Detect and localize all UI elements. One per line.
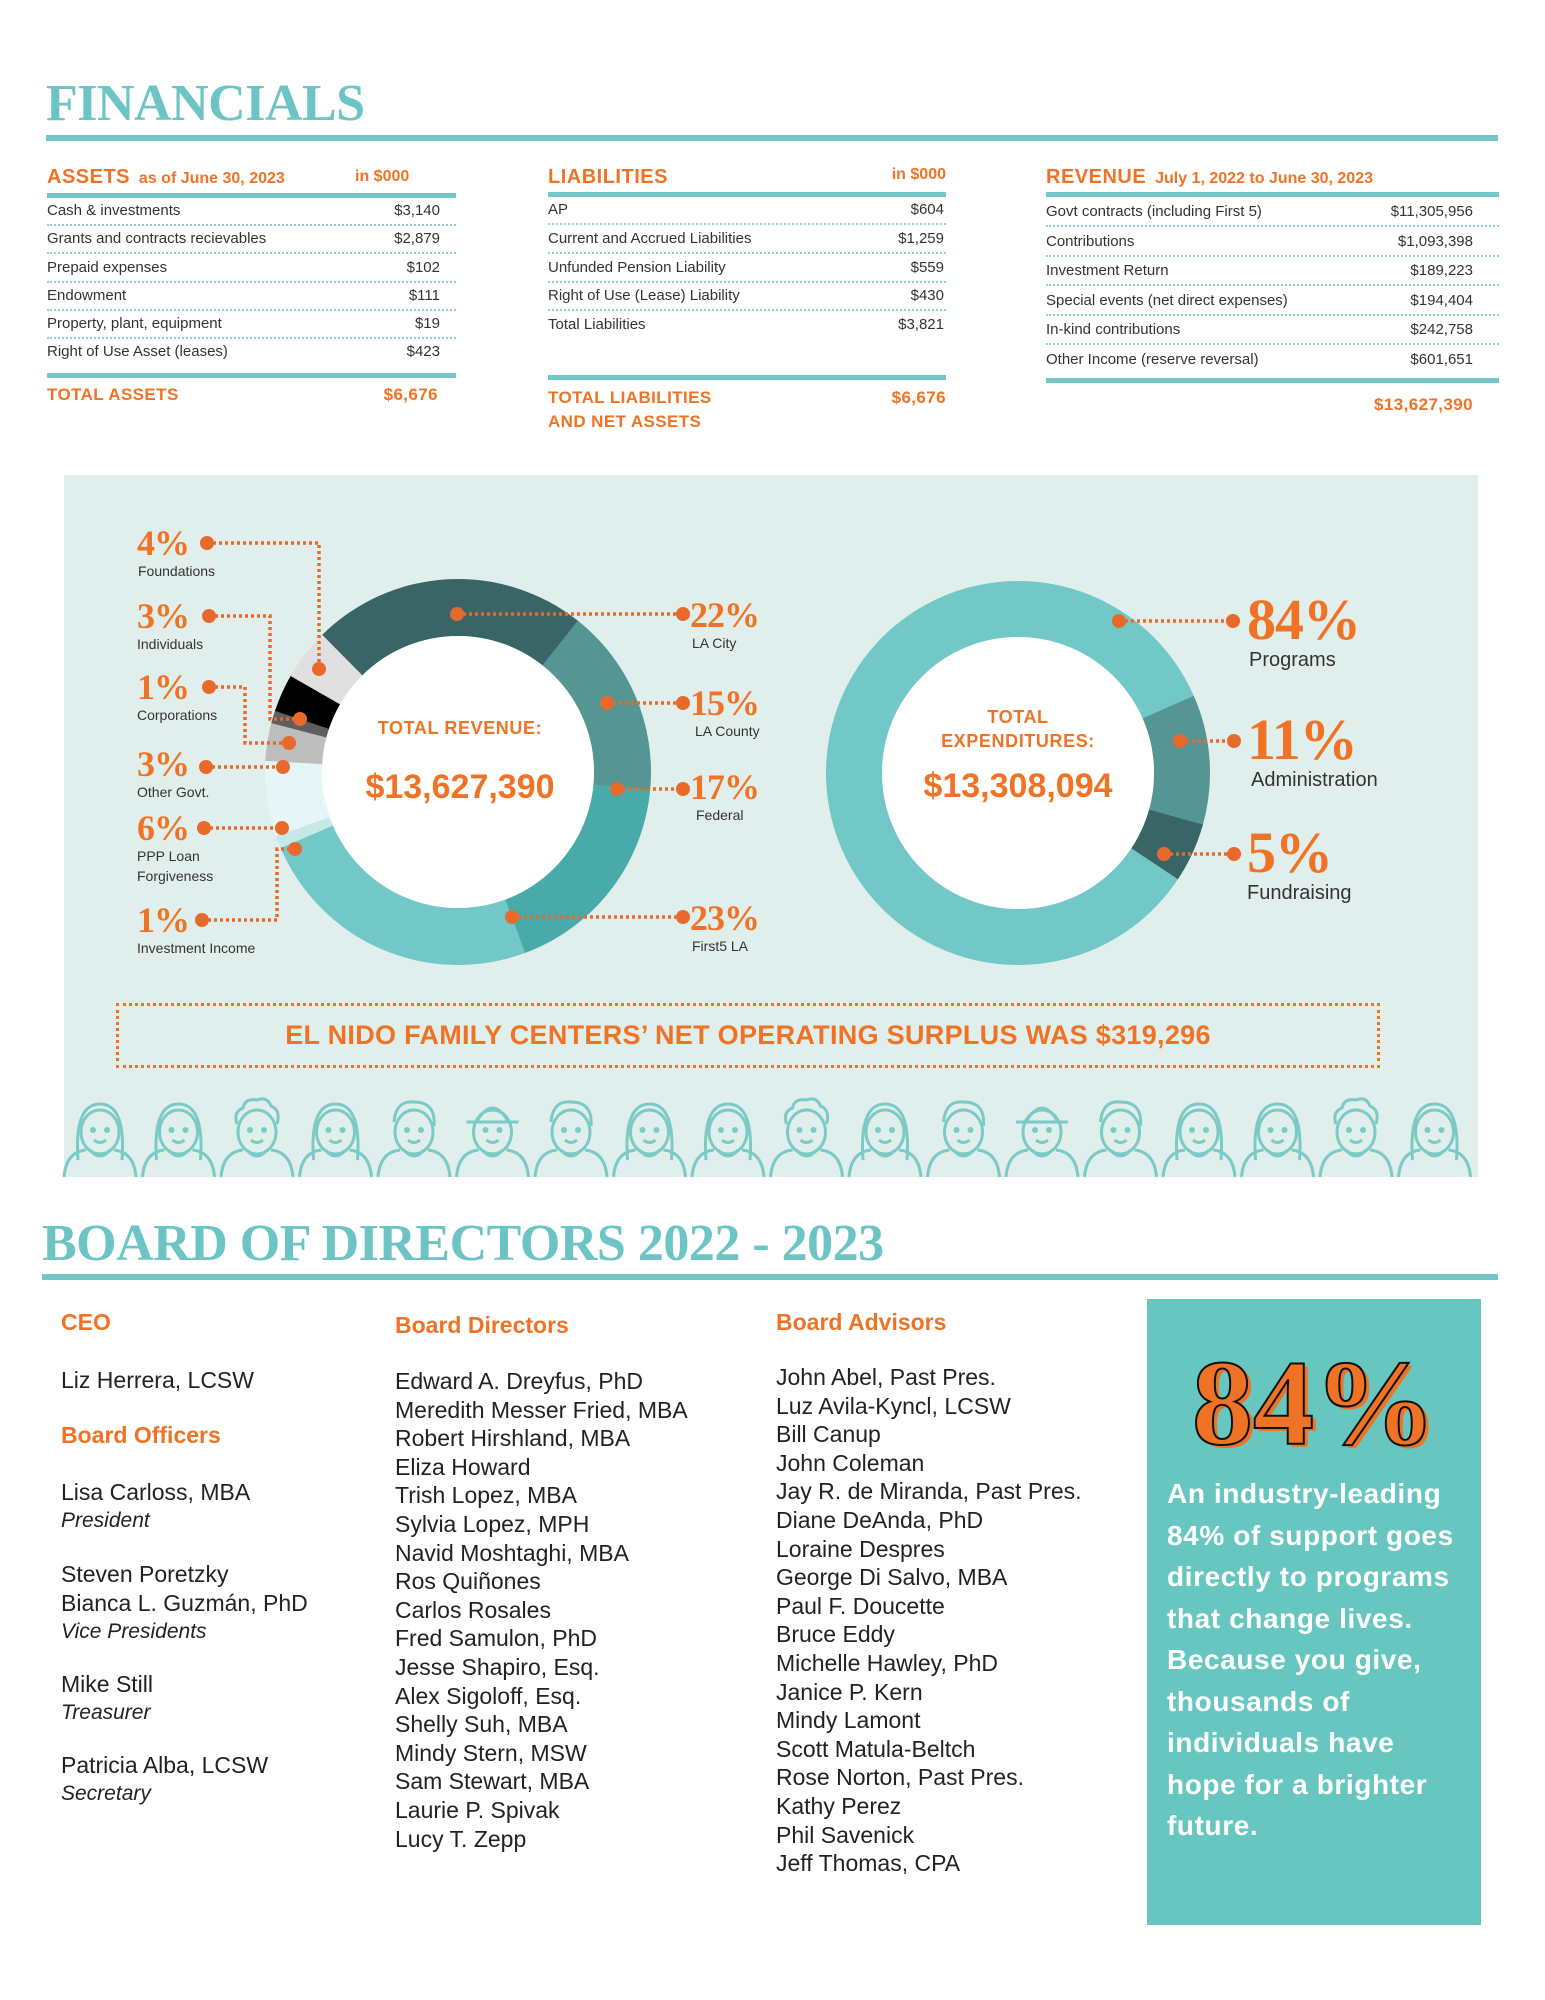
board-member: Jeff Thomas, CPA xyxy=(776,1850,961,1877)
leader-dot xyxy=(676,910,690,924)
callout-text: An industry-leading 84% of support goes directly to programs that change lives. Because you give, thousands of individuals have hope for a brighter future. xyxy=(1167,1478,1454,1841)
secretary-role: Secretary xyxy=(61,1782,151,1805)
leader-dot xyxy=(1226,614,1240,628)
leader-dot xyxy=(505,910,519,924)
row-value: $194,404 xyxy=(1410,291,1473,309)
row-label: Contributions xyxy=(1046,232,1135,250)
treasurer-role: Treasurer xyxy=(61,1701,151,1724)
row-value: $601,651 xyxy=(1410,350,1473,368)
row-label: Other Income (reserve reversal) xyxy=(1046,350,1259,368)
label-corporations: Corporations xyxy=(137,707,218,723)
row-label: Property, plant, equipment xyxy=(47,314,222,332)
secretary-name: Patricia Alba, LCSW xyxy=(61,1752,269,1778)
ceo-heading: CEO xyxy=(61,1309,111,1335)
pct-federal: 17% xyxy=(690,767,759,807)
pct-corporations: 1% xyxy=(137,667,189,707)
total-expenditures-title-2: EXPENDITURES: xyxy=(941,731,1095,751)
label-federal: Federal xyxy=(696,807,744,823)
advisors-list xyxy=(776,1363,1082,1878)
leader-dot xyxy=(676,696,690,710)
row-label: Cash & investments xyxy=(47,201,181,219)
ceo-name: Liz Herrera, LCSW xyxy=(61,1367,254,1393)
net-operating-surplus-banner: EL NIDO FAMILY CENTERS’ NET OPERATING SURPLUS WAS $319,296 xyxy=(116,1003,1380,1068)
pct-ppp: 6% xyxy=(137,808,189,848)
row-label: Grants and contracts recievables xyxy=(47,229,267,247)
person-icon xyxy=(1163,1104,1235,1177)
row-value: $102 xyxy=(406,258,440,276)
board-member: Laurie P. Spivak xyxy=(395,1796,560,1823)
person-icon xyxy=(771,1099,843,1177)
pct-programs: 84% xyxy=(1247,587,1360,652)
leader-dot xyxy=(293,712,307,726)
row-value: $1,259 xyxy=(898,229,944,247)
board-member: Sam Stewart, MBA xyxy=(395,1768,590,1795)
leader-dot xyxy=(1227,847,1241,861)
pct-la-county: 15% xyxy=(690,683,759,723)
liabilities-heading: LIABILITIES xyxy=(548,166,668,188)
row-value: $189,223 xyxy=(1410,261,1473,279)
row-label: Total Liabilities xyxy=(548,315,646,333)
board-member: George Di Salvo, MBA xyxy=(776,1564,1008,1591)
leader-dot xyxy=(450,607,464,621)
person-icon xyxy=(535,1102,607,1177)
leader-foundations xyxy=(207,543,319,669)
leader-dot xyxy=(282,736,296,750)
pct-foundations: 4% xyxy=(137,523,189,563)
board-title: BOARD OF DIRECTORS 2022 - 2023 xyxy=(42,1215,884,1272)
board-member: John Abel, Past Pres. xyxy=(776,1364,996,1390)
person-icon xyxy=(928,1102,1000,1177)
person-icon xyxy=(849,1104,921,1177)
leader-dot xyxy=(200,536,214,550)
board-member: Janice P. Kern xyxy=(776,1678,923,1705)
financials-title: FINANCIALS xyxy=(46,75,365,132)
row-label: In-kind contributions xyxy=(1046,320,1181,338)
row-label: Investment Return xyxy=(1046,261,1169,279)
leader-dot xyxy=(199,760,213,774)
total-revenue-title: TOTAL REVENUE: xyxy=(377,718,543,738)
assets-heading: ASSETS xyxy=(47,166,131,188)
total-expenditures-title-1: TOTAL xyxy=(987,707,1049,727)
total-expenditures-value: $13,308,094 xyxy=(923,767,1113,805)
leader-dot xyxy=(202,680,216,694)
leader-dot xyxy=(676,607,690,621)
pct-first5: 23% xyxy=(690,898,759,938)
label-other-govt: Other Govt. xyxy=(137,784,210,800)
board-member: Fred Samulon, PhD xyxy=(395,1625,597,1652)
advisors-heading: Board Advisors xyxy=(776,1309,947,1335)
leader-investment xyxy=(202,849,295,920)
row-value: $1,093,398 xyxy=(1397,232,1473,250)
row-label: Right of Use Asset (leases) xyxy=(47,342,228,360)
label-la-county: LA County xyxy=(695,723,760,739)
board-member: Carlos Rosales xyxy=(395,1596,551,1623)
board-member: Meredith Messer Fried, MBA xyxy=(395,1396,688,1423)
vp-2-name: Bianca L. Guzmán, PhD xyxy=(61,1590,308,1616)
president-name: Lisa Carloss, MBA xyxy=(61,1479,251,1505)
board-member: Lucy T. Zepp xyxy=(395,1825,527,1852)
board-member: Mindy Stern, MSW xyxy=(395,1739,587,1766)
row-label: Special events (net direct expenses) xyxy=(1046,291,1288,309)
label-fundraising: Fundraising xyxy=(1247,882,1352,904)
leader-dot xyxy=(275,821,289,835)
assets-date: as of June 30, 2023 xyxy=(138,170,285,187)
pct-investment: 1% xyxy=(137,900,189,940)
person-icon xyxy=(300,1104,372,1177)
label-ppp-2: Forgiveness xyxy=(137,868,214,884)
board-member: Shelly Suh, MBA xyxy=(395,1711,568,1738)
leader-dot xyxy=(288,842,302,856)
label-first5: First5 LA xyxy=(692,938,749,954)
people-illustration-row xyxy=(64,1099,1471,1177)
leader-dot xyxy=(197,821,211,835)
liabilities-unit: in $000 xyxy=(891,166,946,183)
leader-dot xyxy=(1173,734,1187,748)
board-member: Bruce Eddy xyxy=(776,1621,895,1648)
total-liabilities-label-1: TOTAL LIABILITIES xyxy=(548,388,712,407)
board-member: Diane DeAnda, PhD xyxy=(776,1506,984,1533)
programs-callout-box xyxy=(1147,1299,1481,1925)
leader-dot xyxy=(1112,614,1126,628)
person-icon xyxy=(457,1108,529,1177)
label-la-city: LA City xyxy=(692,635,737,651)
board-member: Navid Moshtaghi, MBA xyxy=(395,1539,629,1566)
board-member: Paul F. Doucette xyxy=(776,1592,945,1619)
board-member: Scott Matula-Beltch xyxy=(776,1735,976,1762)
row-value: $430 xyxy=(910,286,944,304)
directors-list xyxy=(395,1367,688,1853)
row-label: AP xyxy=(548,200,569,218)
person-icon xyxy=(1399,1104,1471,1177)
president-role: President xyxy=(61,1509,150,1532)
board-member: Kathy Perez xyxy=(776,1792,902,1819)
person-icon xyxy=(1085,1102,1157,1177)
leader-dot xyxy=(202,609,216,623)
person-icon xyxy=(221,1099,293,1177)
row-value: $242,758 xyxy=(1410,320,1473,338)
board-rule xyxy=(42,1274,1498,1280)
label-programs: Programs xyxy=(1249,649,1336,671)
label-individuals: Individuals xyxy=(137,636,204,652)
board-member: Luz Avila-Kyncl, LCSW xyxy=(776,1392,1011,1419)
leader-dot xyxy=(676,782,690,796)
board-member: Rose Norton, Past Pres. xyxy=(776,1764,1024,1791)
person-icon xyxy=(614,1104,686,1177)
person-icon xyxy=(692,1104,764,1177)
vp-role: Vice Presidents xyxy=(61,1620,207,1643)
row-value: $604 xyxy=(910,200,944,218)
pct-administration: 11% xyxy=(1247,707,1357,772)
total-assets-value: $6,676 xyxy=(383,385,438,404)
row-label: Govt contracts (including First 5) xyxy=(1046,202,1262,220)
row-value: $111 xyxy=(408,286,440,304)
board-member: Jesse Shapiro, Esq. xyxy=(395,1653,600,1680)
leader-dot xyxy=(276,760,290,774)
row-label: Right of Use (Lease) Liability xyxy=(548,286,740,304)
board-member: Sylvia Lopez, MPH xyxy=(395,1510,590,1537)
board-member: John Coleman xyxy=(776,1449,925,1476)
person-icon xyxy=(143,1104,215,1177)
assets-unit: in $000 xyxy=(355,168,410,185)
row-value: $559 xyxy=(910,258,944,276)
row-label: Current and Accrued Liabilities xyxy=(548,229,752,247)
revenue-total-value: $13,627,390 xyxy=(1374,395,1473,414)
pct-individuals: 3% xyxy=(137,596,189,636)
treasurer-name: Mike Still xyxy=(61,1671,154,1697)
row-label: Unfunded Pension Liability xyxy=(548,258,726,276)
board-member: Edward A. Dreyfus, PhD xyxy=(395,1368,643,1394)
total-revenue-value: $13,627,390 xyxy=(365,768,555,806)
board-member: Bill Canup xyxy=(776,1421,881,1448)
person-icon xyxy=(1242,1104,1314,1177)
directors-heading: Board Directors xyxy=(395,1312,569,1338)
pct-other-govt: 3% xyxy=(137,744,189,784)
label-administration: Administration xyxy=(1251,769,1378,791)
board-member: Ros Quiñones xyxy=(395,1568,541,1595)
person-icon xyxy=(1006,1108,1078,1177)
label-ppp-1: PPP Loan xyxy=(137,848,200,864)
pct-la-city: 22% xyxy=(690,595,759,635)
leader-dot xyxy=(610,782,624,796)
revenue-heading: REVENUE xyxy=(1046,166,1147,188)
board-member: Jay R. de Miranda, Past Pres. xyxy=(776,1478,1082,1505)
leader-dot xyxy=(600,696,614,710)
callout-big-percent: 84% xyxy=(1192,1336,1436,1471)
row-value: $3,140 xyxy=(394,201,440,219)
revenue-date: July 1, 2022 to June 30, 2023 xyxy=(1155,170,1373,187)
label-investment: Investment Income xyxy=(137,940,256,956)
board-member: Robert Hirshland, MBA xyxy=(395,1425,631,1452)
row-value: $19 xyxy=(414,314,440,332)
row-label: Prepaid expenses xyxy=(47,258,168,276)
leader-dot xyxy=(1157,847,1171,861)
board-member: Loraine Despres xyxy=(776,1535,945,1562)
vp-1-name: Steven Poretzky xyxy=(61,1561,229,1587)
board-member: Mindy Lamont xyxy=(776,1707,921,1734)
row-label: Endowment xyxy=(47,286,127,304)
person-icon xyxy=(378,1102,450,1177)
leader-dot xyxy=(195,913,209,927)
row-value: $3,821 xyxy=(898,315,944,333)
board-member: Eliza Howard xyxy=(395,1453,531,1480)
total-assets-label: TOTAL ASSETS xyxy=(47,385,179,404)
label-foundations: Foundations xyxy=(138,563,216,579)
row-value: $2,879 xyxy=(394,229,440,247)
leader-dot xyxy=(312,662,326,676)
person-icon xyxy=(64,1104,136,1177)
board-member: Phil Savenick xyxy=(776,1821,915,1848)
leader-dot xyxy=(1227,734,1241,748)
total-liabilities-label-2: AND NET ASSETS xyxy=(548,412,702,431)
total-liabilities-value: $6,676 xyxy=(891,388,946,407)
pct-fundraising: 5% xyxy=(1247,820,1332,885)
board-member: Alex Sigoloff, Esq. xyxy=(395,1682,582,1709)
board-member: Michelle Hawley, PhD xyxy=(776,1649,998,1676)
officers-heading: Board Officers xyxy=(61,1422,221,1448)
board-member: Trish Lopez, MBA xyxy=(395,1482,577,1509)
person-icon xyxy=(1320,1099,1392,1177)
row-value: $423 xyxy=(406,342,440,360)
row-value: $11,305,956 xyxy=(1390,202,1473,220)
